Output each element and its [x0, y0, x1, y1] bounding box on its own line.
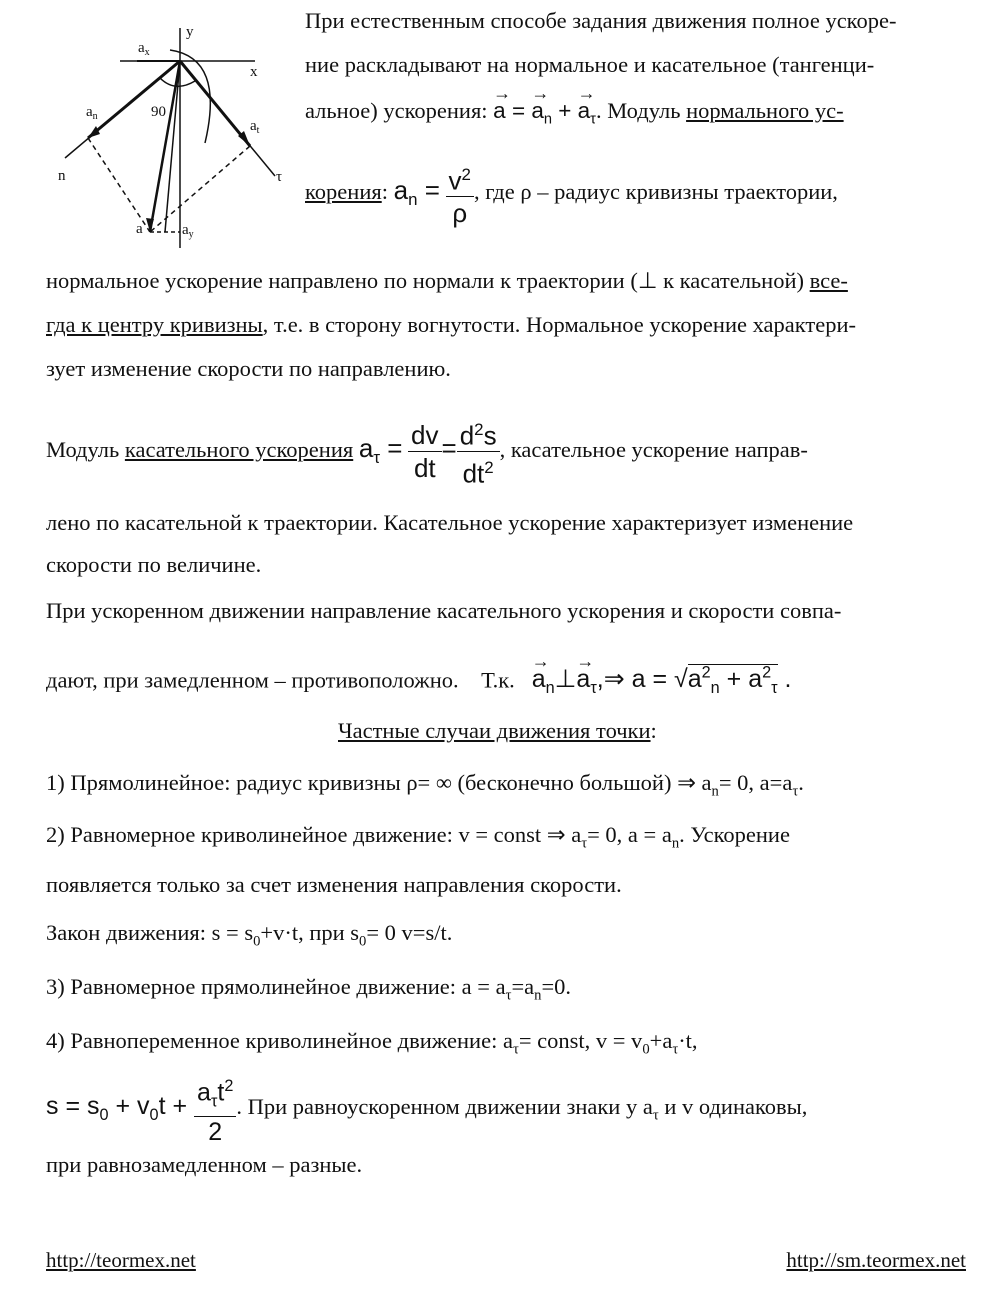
para1-line3: альное) ускорения: → a = → $a_n$ + → $a_\tau$. Модуль нормального ус- — [305, 98, 844, 133]
footer-link-right[interactable]: http://sm.teormex.net — [786, 1248, 966, 1272]
vector-formula: → a = → $a_n$ + → $a_\tau$ — [493, 98, 596, 123]
an-vector — [88, 61, 180, 138]
para1-line6: гда к центру кривизны, т.е. в сторону вогнутости. Нормальное ускорение характери- — [46, 312, 857, 337]
last-line: при равнозамедленном – разные. — [46, 1152, 363, 1177]
case-3: 3) Равномерное прямолинейное движение: $a = a_\tau=a_n=0$. — [46, 974, 572, 1004]
normal-accel-fraction: $\frac{v^2}{\rho}$ — [446, 159, 474, 230]
projection-dash — [88, 138, 150, 232]
y-label: y — [186, 24, 194, 40]
para1-line4: корения: $a_n$ = $\frac{v^2}{\rho}$ , где ρ – радиус кривизны траектории, — [305, 150, 838, 240]
para1-line2: ние раскладывают на нормальное и касательное (тангенци- — [305, 52, 875, 77]
case-4: 4) Равнопеременное криволинейное движение: $a_\tau=$ const, $v = v_0+a_\tau\cdot t$, — [46, 1028, 698, 1058]
case-2-line2: появляется только за счет изменения направления скорости. — [46, 872, 622, 897]
para3-line2: дают, при замедленном – противоположно. Т.к. → $a_n\perp\to$ $a_\tau,\Rightarrow$ $a = √a^2_n + a^2_\tau$ . — [46, 660, 792, 701]
para2-line1: Модуль касательного ускорения $a_\tau$ = $\frac{dv}{dt}$ = $\frac{d^2s}{dt^2}$ , касательное ускорение направ- — [46, 408, 808, 498]
para1-line7: зует изменение скорости по направлению. — [46, 356, 451, 381]
tau-label: τ — [276, 169, 283, 185]
x-label: x — [250, 64, 258, 80]
ay-label: $a_y$ — [182, 222, 194, 240]
section-heading: Частные случаи движения точки: — [338, 718, 657, 743]
para1-line5: нормальное ускорение направлено по нормали к траектории (⊥ к касательной) все- — [46, 268, 848, 293]
n-label: n — [58, 168, 66, 184]
para2-line2: лено по касательной к траектории. Касательное ускорение характеризует изменение — [46, 510, 854, 535]
para3-line1: При ускоренном движении направление касательного ускорения и скорости совпа- — [46, 598, 842, 623]
footer-link-left[interactable]: http://teormex.net — [46, 1248, 196, 1272]
ax-label: $a_x$ — [138, 40, 150, 58]
para2-line3: скорости по величине. — [46, 552, 262, 577]
acceleration-diagram — [50, 18, 300, 258]
angle-label: 90 — [151, 104, 166, 120]
at-vector — [180, 61, 250, 146]
motion-law: Закон движения: $s = s_0+v\cdot t$, при $s_0= 0$ v=s/t. — [46, 920, 453, 950]
at-label: $a_t$ — [250, 118, 260, 136]
case-1: 1) Прямолинейное: радиус кривизны ρ= ∞ (бесконечно большой) ⇒ $a_n= 0$, $a=a_\tau$. — [46, 770, 804, 800]
case-2: 2) Равномерное криволинейное движение: v = const ⇒ $a_\tau= 0$, $a = a_n$. Ускорение — [46, 822, 790, 852]
an-label: $a_n$ — [86, 104, 98, 122]
para1-line1: При естественным способе задания движения полное ускоре- — [305, 8, 897, 33]
a-label: a — [136, 221, 143, 237]
distance-formula: $s = s_0 + v_0t$ + $\frac{a_\tau t^2}{2}$ . При равноускоренном движении знаки у $a_\tau$ и v одинаковы, — [46, 1068, 807, 1154]
